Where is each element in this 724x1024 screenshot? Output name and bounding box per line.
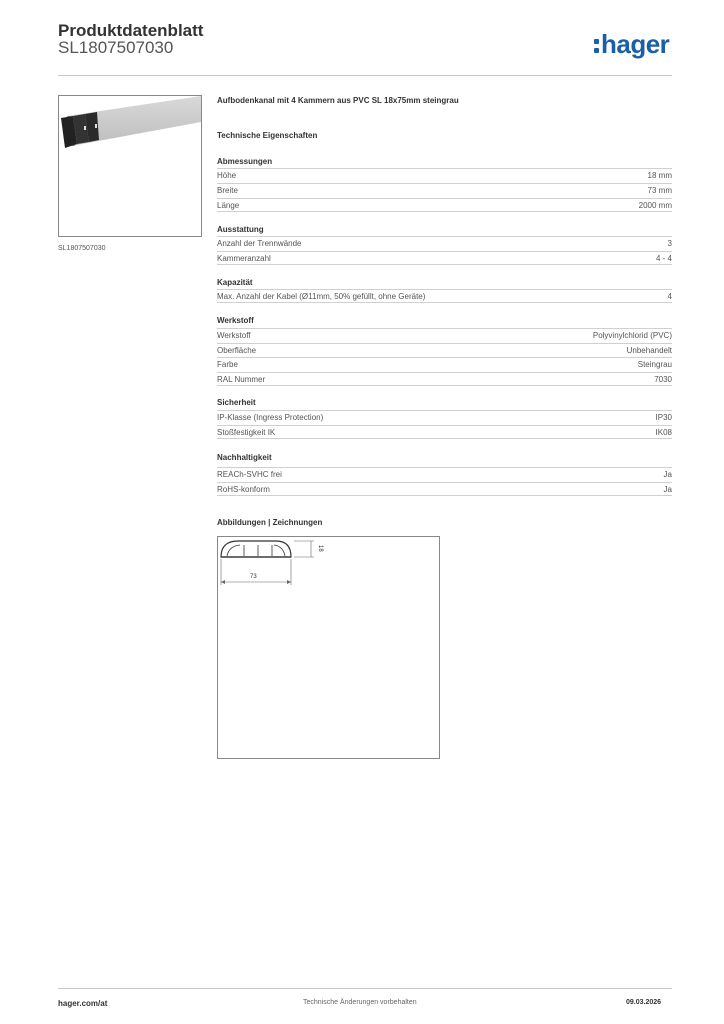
section-title-werkstoff: Werkstoff <box>217 316 254 325</box>
cable-duct-illustration <box>59 96 201 236</box>
table-row: Höhe 18 mm <box>217 168 672 182</box>
footer-date: 09.03.2026 <box>626 999 662 1006</box>
table-row: Stoßfestigkeit IK IK08 <box>217 425 672 439</box>
section-title-ausstattung: Ausstattung <box>217 225 264 234</box>
table-row: Farbe Steingrau <box>217 357 672 371</box>
drawings-title: Abbildungen | Zeichnungen <box>217 518 323 527</box>
table-row: Breite 73 mm <box>217 183 672 197</box>
logo-dots-icon <box>594 39 599 53</box>
table-row: Anzahl der Trennwände 3 <box>217 236 672 250</box>
image-caption: SL1807507030 <box>58 245 106 252</box>
cross-section-drawing <box>218 537 439 758</box>
footer-divider <box>58 988 672 989</box>
table-row: REACh-SVHC frei Ja <box>217 467 672 481</box>
table-row: Kammeranzahl 4 - 4 <box>217 251 672 265</box>
table-row: RAL Nummer 7030 <box>217 372 672 386</box>
properties-heading: Technische Eigenschaften <box>217 131 318 140</box>
section-title-sicherheit: Sicherheit <box>217 398 256 407</box>
hager-logo <box>594 29 669 60</box>
table-row: Länge 2000 mm <box>217 198 672 212</box>
section-title-nachhaltigkeit: Nachhaltigkeit <box>217 453 272 462</box>
section-title-abmessungen: Abmessungen <box>217 157 273 166</box>
technical-drawing <box>217 536 440 759</box>
product-description: Aufbodenkanal mit 4 Kammern aus PVC SL 18x75mm steingrau <box>217 96 459 105</box>
table-row: IP-Klasse (Ingress Protection) IP30 <box>217 410 672 424</box>
logo-text: hager <box>601 29 670 59</box>
footer-note: Technische Änderungen vorbehalten <box>303 999 417 1006</box>
article-number: SL1807507030 <box>58 38 174 57</box>
footer-website[interactable]: hager.com/at <box>58 999 108 1008</box>
table-row: Max. Anzahl der Kabel (Ø11mm, 50% gefüllt, ohne Geräte) 4 <box>217 289 672 303</box>
table-row: RoHS-konform Ja <box>217 482 672 496</box>
table-row: Oberfläche Unbehandelt <box>217 343 672 357</box>
product-image <box>58 95 202 237</box>
section-title-kapazitaet: Kapazität <box>217 278 253 287</box>
header-divider <box>58 75 672 76</box>
dim-height-label: 18 <box>317 545 323 552</box>
table-row: Werkstoff Polyvinylchlorid (PVC) <box>217 328 672 342</box>
page-title: Produktdatenblatt <box>58 21 204 40</box>
dim-width-label: 73 <box>250 574 257 580</box>
